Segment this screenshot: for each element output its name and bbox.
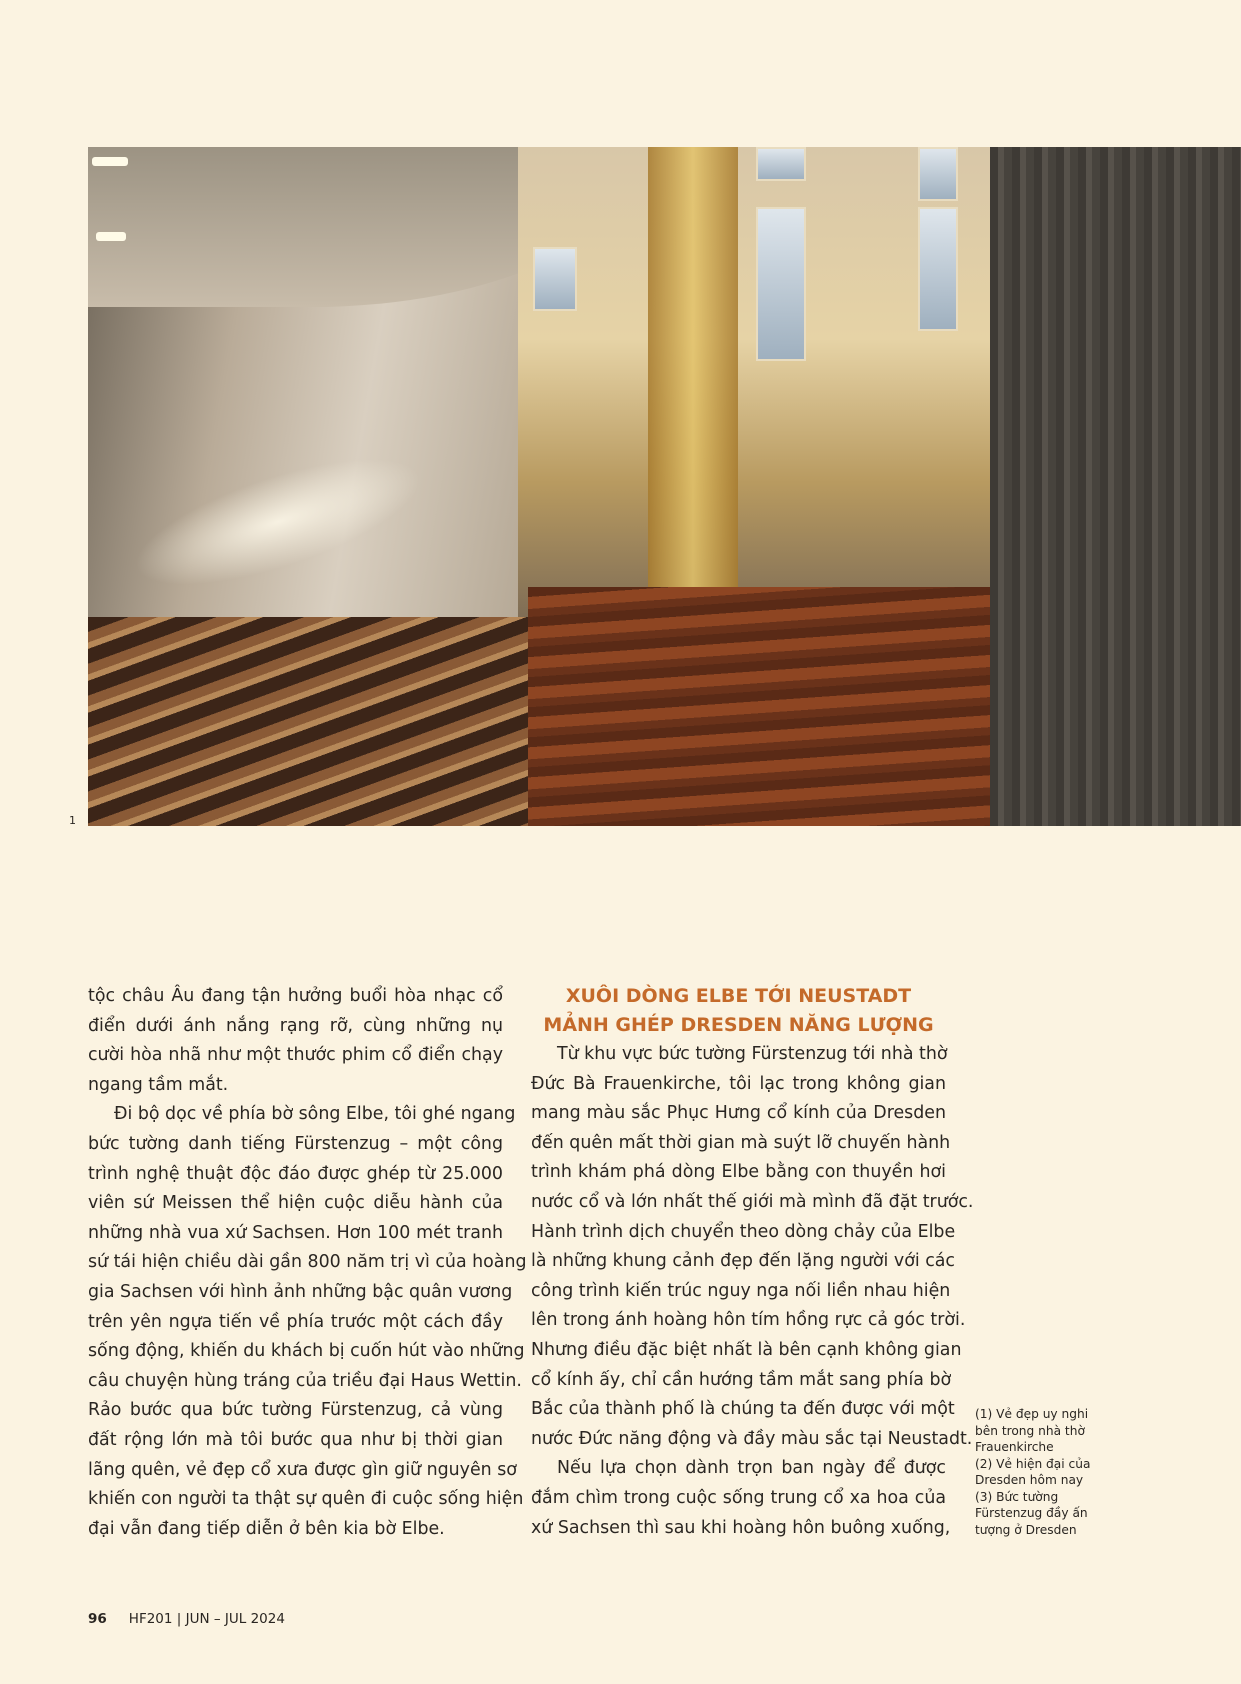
figure-number: 1	[69, 814, 76, 827]
section-heading-line: MẢNH GHÉP DRESDEN NĂNG LƯỢNG	[543, 1014, 934, 1036]
text-line: đến quên mất thời gian mà suýt lỡ chuyến hành	[531, 1132, 951, 1153]
church-interior-photo	[88, 147, 1241, 826]
text-line: điển dưới ánh nắng rạng rỡ, cùng những nụ	[88, 1015, 503, 1036]
text-line: Nếu lựa chọn dành trọn ban ngày để được	[557, 1458, 946, 1479]
text-line: đất rộng lớn mà tôi bước qua như bị thời gian	[88, 1429, 503, 1450]
text-line: lên trong ánh hoàng hôn tím hồng rực cả góc trời.	[531, 1310, 966, 1331]
text-line: Bắc của thành phố là chúng ta đến được với một	[531, 1399, 955, 1420]
text-line: những nhà vua xứ Sachsen. Hơn 100 mét tranh	[88, 1222, 503, 1243]
text-line: đại vẫn đang tiếp diễn ở bên kia bờ Elbe.	[88, 1518, 445, 1539]
text-line: trên yên ngựa tiến về phía trước một cách đầy	[88, 1311, 503, 1332]
text-line: đắm chìm trong cuộc sống trung cổ xa hoa của	[531, 1487, 946, 1508]
caption-line: Fürstenzug đầy ấn	[975, 1506, 1088, 1520]
section-heading-line: XUÔI DÒNG ELBE TỚI NEUSTADT	[565, 985, 912, 1007]
caption-line: (3) Bức tường	[975, 1489, 1059, 1504]
issue-label: HF201 | JUN – JUL 2024	[128, 1611, 285, 1627]
text-line: lãng quên, vẻ đẹp cổ xưa được gìn giữ nguyên sơ	[88, 1459, 517, 1480]
text-line: Rảo bước qua bức tường Fürstenzug, cả vùng	[88, 1400, 503, 1421]
text-line: viên sứ Meissen thể hiện cuộc diễu hành của	[88, 1193, 503, 1214]
text-line: nước Đức năng động và đầy màu sắc tại Neustadt.	[531, 1428, 973, 1449]
caption-line: tượng ở Dresden	[975, 1522, 1077, 1537]
caption-line: Dresden hôm nay	[975, 1473, 1084, 1487]
text-line: cười hòa nhã như một thước phim cổ điển chạy	[88, 1045, 503, 1066]
text-line: xứ Sachsen thì sau khi hoàng hôn buông xuống,	[531, 1517, 951, 1538]
text-line: sứ tái hiện chiều dài gần 800 năm trị vì của hoàng	[88, 1252, 527, 1273]
text-line: cổ kính ấy, chỉ cần hướng tầm mắt sang phía bờ	[531, 1369, 952, 1390]
text-line: sống động, khiến du khách bị cuốn hút vào những	[88, 1341, 525, 1362]
text-line: Hành trình dịch chuyển theo dòng chảy của Elbe	[531, 1221, 956, 1242]
text-line: tộc châu Âu đang tận hưởng buổi hòa nhạc cổ	[88, 986, 503, 1006]
text-line: Đi bộ dọc về phía bờ sông Elbe, tôi ghé ngang	[114, 1104, 516, 1125]
text-line: bức tường danh tiếng Fürstenzug – một công	[88, 1133, 503, 1154]
text-line: mang màu sắc Phục Hưng cổ kính của Dresden	[531, 1103, 946, 1124]
text-line: là những khung cảnh đẹp đến lặng người với các	[531, 1251, 955, 1272]
caption-line: (1) Vẻ đẹp uy nghi	[975, 1407, 1089, 1421]
photo-caption	[975, 1406, 1090, 1538]
caption-line: (2) Vẻ hiện đại của	[975, 1456, 1091, 1471]
right-column	[531, 1040, 974, 1543]
text-line: Từ khu vực bức tường Fürstenzug tới nhà thờ	[557, 1044, 948, 1064]
page-footer	[88, 1611, 285, 1627]
text-line: nước cổ và lớn nhất thế giới mà mình đã đặt trước.	[531, 1191, 974, 1212]
section-heading	[531, 982, 946, 1040]
page-number: 96	[88, 1611, 107, 1627]
caption-line: bên trong nhà thờ	[975, 1423, 1085, 1438]
caption-line: Frauenkirche	[975, 1440, 1054, 1454]
text-line: trình nghệ thuật độc đáo được ghép từ 25.000	[88, 1163, 503, 1184]
text-line: gia Sachsen với hình ảnh những bậc quân vương	[88, 1281, 513, 1302]
text-line: Đức Bà Frauenkirche, tôi lạc trong không gian	[531, 1073, 946, 1094]
text-line: khiến con người ta thật sự quên đi cuộc sống hiện	[88, 1489, 524, 1510]
text-line: Nhưng điều đặc biệt nhất là bên cạnh không gian	[531, 1339, 962, 1360]
text-line: ngang tầm mắt.	[88, 1074, 229, 1095]
left-column	[88, 982, 527, 1544]
text-line: trình khám phá dòng Elbe bằng con thuyền hơi	[531, 1162, 946, 1183]
text-line: công trình kiến trúc nguy nga nối liền nhau hiện	[531, 1280, 951, 1301]
text-line: câu chuyện hùng tráng của triều đại Haus Wettin.	[88, 1370, 522, 1391]
